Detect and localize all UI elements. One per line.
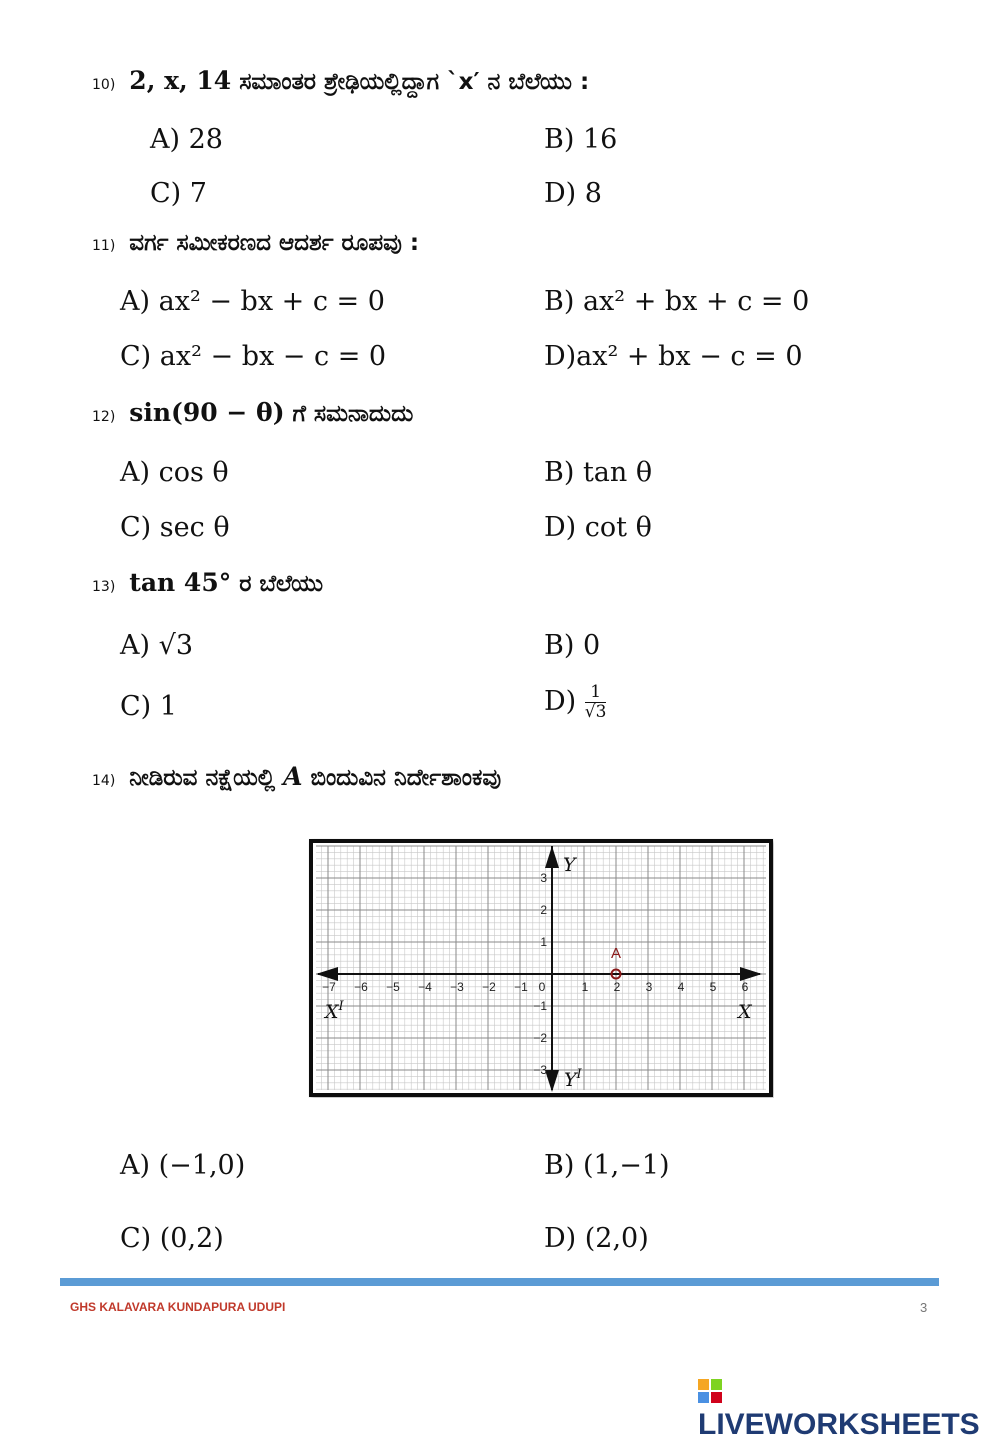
x-tick-label: −3 bbox=[450, 980, 464, 994]
option-d-label: D) bbox=[544, 686, 577, 717]
question-text: ಗೆ ಸಮನಾದುದು bbox=[292, 401, 414, 427]
x-tick-label: 6 bbox=[741, 980, 749, 994]
option-c[interactable]: C) 7 bbox=[150, 178, 207, 209]
footer-divider bbox=[60, 1278, 939, 1286]
option-b[interactable]: B) 16 bbox=[544, 124, 618, 155]
option-b[interactable]: B) tan θ bbox=[544, 457, 653, 488]
question-14 bbox=[92, 762, 501, 791]
question-text: ರ ಬೆಲೆಯು bbox=[239, 571, 324, 597]
fraction-numerator: 1 bbox=[585, 683, 607, 703]
question-13 bbox=[92, 568, 323, 597]
question-text: ಸಮಾಂತರ ಶ್ರೇಢಿಯಲ್ಲಿದ್ದಾಗ `x′ ನ ಬೆಲೆಯು : bbox=[239, 69, 590, 95]
question-12 bbox=[92, 398, 413, 427]
y-axis-label: Y bbox=[563, 854, 576, 876]
question-math: 2, x, 14 bbox=[129, 66, 232, 95]
question-number: 11) bbox=[92, 238, 116, 254]
x-neg-axis-label: $X^I$ bbox=[325, 999, 344, 1023]
option-b[interactable]: B) (1,−1) bbox=[544, 1150, 670, 1181]
option-b[interactable]: B) ax² + bx + c = 0 bbox=[544, 286, 810, 317]
footer-school-name: GHS KALAVARA KUNDAPURA UDUPI bbox=[70, 1300, 286, 1314]
fraction bbox=[585, 683, 607, 722]
y-neg-axis-label: $Y^I$ bbox=[564, 1067, 582, 1091]
option-a[interactable]: A) (−1,0) bbox=[120, 1150, 246, 1181]
liveworksheets-icon bbox=[698, 1379, 722, 1403]
option-c[interactable]: C) 1 bbox=[120, 691, 177, 722]
question-text-after: ಬಿಂದುವಿನ ನಿರ್ದೇಶಾಂಕವು bbox=[310, 765, 502, 791]
x-tick-label: −5 bbox=[386, 980, 400, 994]
option-d[interactable]: D) cot θ bbox=[544, 512, 652, 543]
option-a[interactable]: A) √3 bbox=[120, 630, 193, 661]
x-axis-label: X bbox=[738, 1001, 752, 1023]
option-c[interactable]: C) (0,2) bbox=[120, 1223, 224, 1254]
question-text-before: ನೀಡಿರುವ ನಕ್ಷೆಯಲ್ಲಿ bbox=[129, 765, 284, 791]
option-a[interactable]: A) cos θ bbox=[120, 457, 229, 488]
option-d[interactable]: D) 8 bbox=[544, 178, 602, 209]
question-math: sin(90 − θ) bbox=[129, 398, 285, 427]
y-tick-label: −1 bbox=[533, 999, 547, 1013]
point-label: A bbox=[610, 945, 622, 962]
option-d[interactable]: D) (2,0) bbox=[544, 1223, 649, 1254]
x-tick-label: −1 bbox=[514, 980, 528, 994]
y-tick-label: 3 bbox=[540, 871, 547, 885]
x-tick-label: 3 bbox=[645, 980, 653, 994]
x-tick-label: 5 bbox=[709, 980, 717, 994]
option-a[interactable]: A) 28 bbox=[150, 124, 223, 155]
footer-page-number: 3 bbox=[920, 1300, 928, 1315]
option-c[interactable]: C) sec θ bbox=[120, 512, 230, 543]
option-d[interactable]: D)ax² + bx − c = 0 bbox=[544, 341, 803, 372]
x-tick-label: −2 bbox=[482, 980, 496, 994]
x-tick-label: 4 bbox=[677, 980, 685, 994]
question-text: ವರ್ಗ ಸಮೀಕರಣದ ಆದರ್ಶ ರೂಪವು : bbox=[129, 230, 420, 256]
x-tick-label: −4 bbox=[418, 980, 432, 994]
question-number: 13) bbox=[92, 579, 116, 595]
option-d[interactable] bbox=[544, 683, 606, 722]
brand-name: LIVEWORKSHEETS bbox=[698, 1408, 980, 1441]
x-tick-label: −7 bbox=[322, 980, 336, 994]
y-tick-label: −3 bbox=[533, 1063, 547, 1077]
question-number: 12) bbox=[92, 409, 116, 425]
question-number: 10) bbox=[92, 77, 116, 93]
coordinate-graph bbox=[308, 838, 774, 1098]
question-10 bbox=[92, 66, 589, 95]
question-11 bbox=[92, 230, 419, 256]
option-c[interactable]: C) ax² − bx − c = 0 bbox=[120, 341, 387, 372]
question-math: A bbox=[283, 762, 303, 791]
x-tick-label: 0 bbox=[538, 980, 546, 994]
option-b[interactable]: B) 0 bbox=[544, 630, 601, 661]
y-tick-label: 2 bbox=[540, 903, 547, 917]
x-tick-label: 1 bbox=[581, 980, 589, 994]
question-math: tan 45° bbox=[129, 568, 232, 597]
brand-logo bbox=[698, 1374, 1000, 1442]
option-a[interactable]: A) ax² − bx + c = 0 bbox=[120, 286, 385, 317]
question-number: 14) bbox=[92, 773, 116, 789]
x-tick-label: −6 bbox=[354, 980, 368, 994]
fraction-denominator: √3 bbox=[584, 702, 607, 722]
y-tick-label: −2 bbox=[533, 1031, 547, 1045]
x-tick-label: 2 bbox=[613, 980, 621, 994]
y-tick-label: 1 bbox=[540, 935, 547, 949]
